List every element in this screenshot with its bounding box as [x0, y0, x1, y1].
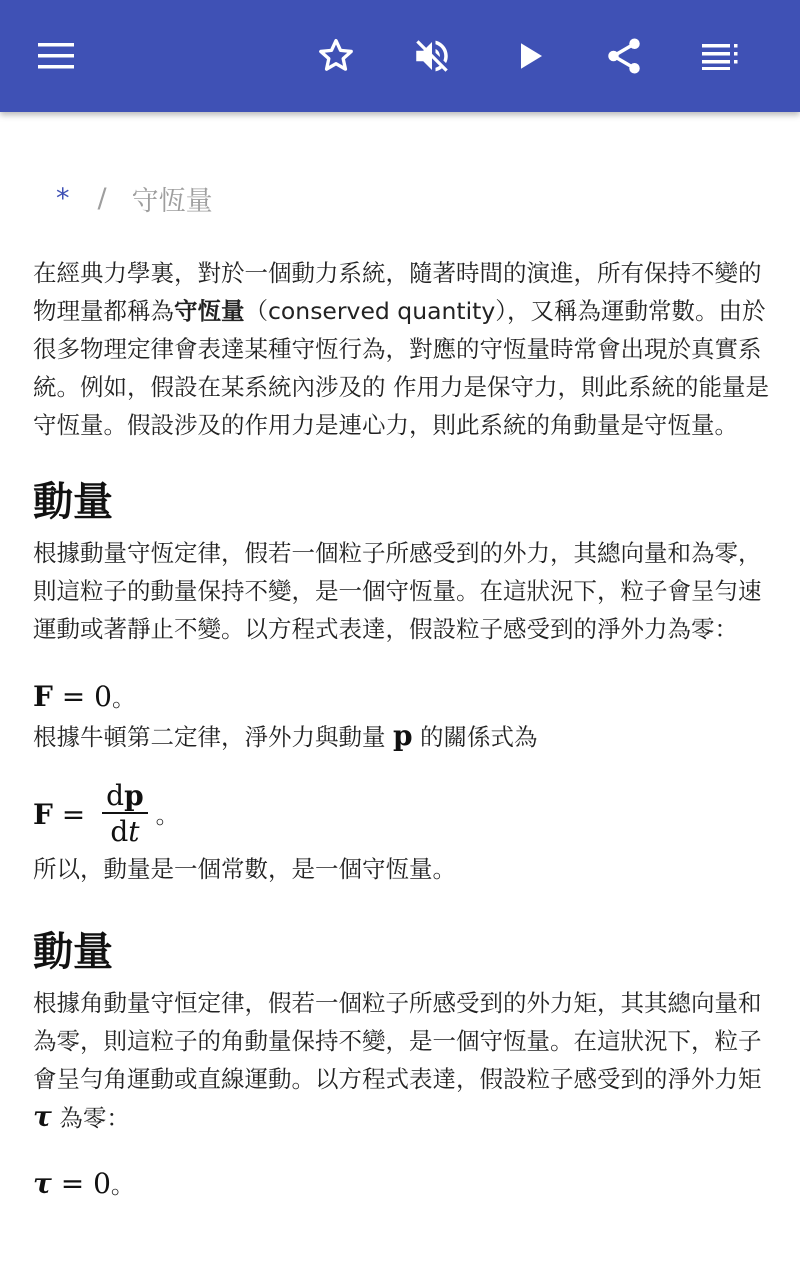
volume-off-icon [411, 35, 453, 77]
bookmark-button[interactable] [308, 28, 364, 84]
section-heading-angular-momentum: 動量 [33, 929, 113, 975]
ang-para-end: 為零： [51, 1104, 130, 1132]
menu-icon [36, 41, 76, 71]
play-icon [512, 38, 548, 74]
eq2-end-mark: 。 [155, 801, 180, 829]
play-button[interactable] [502, 28, 558, 84]
breadcrumb-home-link[interactable]: * [56, 182, 70, 214]
intro-text-2: （conserved quantity），又稱為運動常數。由於很多物理定律會表達某種守恆行為，對應的守恆量時常會出現於真實系統。例如，假設在某系統內涉及的 作用力是保守力，則此系統的能量是守恆量。假設涉及的作用力是連心力，則此系統的角動量是守恆量。 [33, 297, 769, 439]
breadcrumb-current: 守恆量 [131, 185, 213, 217]
breadcrumb-separator: / [97, 182, 107, 214]
share-button[interactable] [596, 28, 652, 84]
section-heading-momentum: 動量 [33, 479, 113, 525]
ang-para-start: 根據角動量守恒定律，假若一個粒子所感受到的外力矩，其其總向量和為零，則這粒子的角動量保持不變，是一個守恆量。在這狀況下，粒子會呈勻角運動或直線運動。以方程式表達，假設粒子感受到的淨外力矩 [33, 989, 762, 1093]
eq2-num-d: d [106, 779, 125, 812]
eq-end-mark: 。 [111, 684, 136, 712]
eq2-num-p: p [124, 779, 144, 812]
eq2-den-t: t [128, 815, 140, 848]
intro-text-1: 在經典力學裏，對於一個動力系統，隨著時間的演進，所有保持不變的物理量都稱為 [33, 259, 762, 325]
para2-text-start: 根據牛頓第二定律，淨外力與動量 [33, 723, 393, 751]
eq2-fraction [102, 780, 148, 850]
equation-torque-zero [33, 1165, 769, 1204]
breadcrumb [56, 178, 213, 218]
torque-symbol: τ [33, 1100, 52, 1133]
momentum-symbol: p [392, 719, 413, 752]
angular-momentum-paragraph-1 [33, 984, 769, 1137]
star-icon [315, 35, 357, 77]
eq-force-symbol: F [33, 680, 53, 713]
intro-paragraph [33, 254, 769, 444]
equation-net-force-zero [33, 678, 769, 717]
article-content [33, 254, 769, 1204]
equation-newton-second-law [33, 780, 769, 850]
eq-equals-zero: = 0 [52, 680, 112, 713]
eq2-numerator [102, 780, 148, 814]
toc-icon [700, 41, 740, 71]
eq3-end-mark: 。 [110, 1171, 135, 1199]
momentum-paragraph-1: 根據動量守恆定律，假若一個粒子所感受到的外力，其總向量和為零，則這粒子的動量保持不變，是一個守恆量。在這狀況下，粒子會呈勻速運動或著靜止不變。以方程式表達，假設粒子感受到的淨外力為零： [33, 539, 762, 643]
table-of-contents-button[interactable] [692, 28, 748, 84]
menu-button[interactable] [28, 28, 84, 84]
app-toolbar [0, 0, 800, 112]
eq3-torque-symbol: τ [33, 1167, 52, 1200]
mute-button[interactable] [404, 28, 460, 84]
para2-text-end: 的關係式為 [412, 723, 538, 751]
intro-bold-term: 守恆量 [174, 297, 245, 325]
eq2-den-d: d [110, 815, 129, 848]
momentum-paragraph-2 [33, 717, 769, 756]
momentum-paragraph-3: 所以，動量是一個常數，是一個守恆量。 [33, 855, 456, 883]
eq3-equals-zero: = 0 [51, 1167, 111, 1200]
eq2-denominator [106, 814, 143, 850]
eq2-equals: = [52, 798, 95, 831]
eq2-force-symbol: F [33, 798, 53, 831]
share-icon [603, 35, 645, 77]
